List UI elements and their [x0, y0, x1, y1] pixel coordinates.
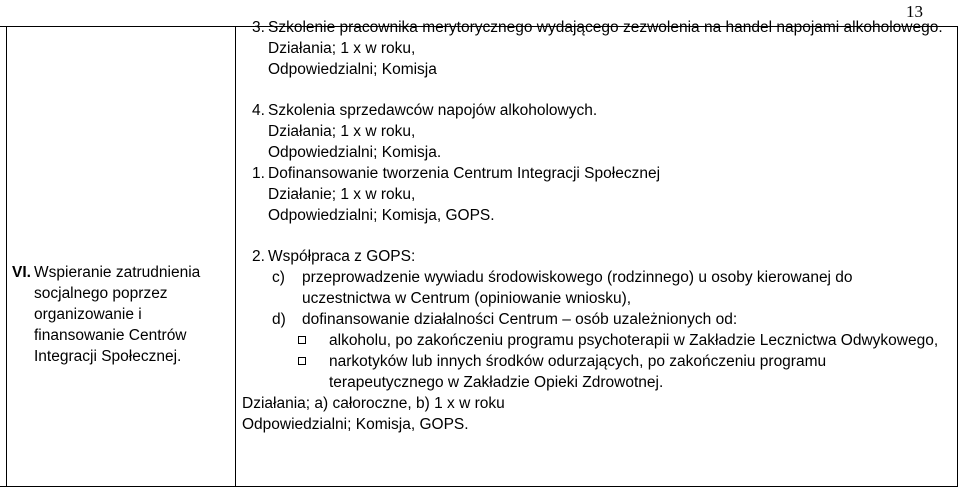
item-line: Odpowiedzialni; Komisja	[268, 61, 437, 78]
item-line: Szkolenie pracownika merytorycznego wydającego zezwolenia na handel napojami alkoholowego.	[268, 19, 943, 36]
sub-item-line: dofinansowanie działalności Centrum – osób uzależnionych od:	[302, 311, 738, 328]
checkbox-bullet-icon	[298, 357, 306, 365]
bullet-line: narkotyków lub innych środków odurzających, po zakończeniu programu	[329, 353, 827, 370]
section-number: VI.	[12, 264, 31, 281]
item-number: 2.	[252, 248, 265, 265]
item-line: Działanie; 1 x w roku,	[268, 186, 416, 203]
item-line: Szkolenia sprzedawców napojów alkoholowych.	[268, 102, 598, 119]
closing-line: Odpowiedzialni; Komisja, GOPS.	[242, 416, 469, 433]
sub-item-label: c)	[272, 269, 285, 286]
section-title-line: Wspieranie zatrudnienia	[34, 264, 201, 281]
section-title-line: socjalnego poprzez	[34, 285, 168, 302]
closing-text	[242, 393, 957, 435]
section-title	[34, 262, 230, 367]
item-line: Dofinansowanie tworzenia Centrum Integracji Społecznej	[268, 165, 661, 182]
sub-item-line: przeprowadzenie wywiadu środowiskowego (rodzinnego) u osoby kierowanej do	[302, 269, 853, 286]
list-item	[242, 17, 957, 80]
item-number: 3.	[252, 19, 265, 36]
section-title-line: Integracji Społecznej.	[34, 348, 182, 365]
table-border-right	[957, 27, 958, 486]
sub-item	[272, 309, 957, 330]
page-number: 13	[906, 2, 923, 21]
sub-item-label: d)	[272, 311, 286, 328]
closing-line: Działania; a) całoroczne, b) 1 x w roku	[242, 395, 505, 412]
checkbox-bullet-icon	[298, 336, 306, 344]
sub-item	[272, 267, 957, 309]
table-column-divider	[235, 27, 236, 486]
item-number: 4.	[252, 102, 265, 119]
list-item	[242, 163, 957, 226]
bullet-item	[298, 330, 957, 351]
section-title-line: finansowanie Centrów	[34, 327, 187, 344]
item-line: Współpraca z GOPS:	[268, 248, 416, 265]
sub-item-line: uczestnictwa w Centrum (opiniowanie wniosku),	[302, 290, 632, 307]
table-border-left	[6, 27, 7, 486]
list-item	[242, 246, 957, 267]
bullet-line: terapeutycznego w Zakładzie Opieki Zdrowotnej.	[329, 374, 664, 391]
section-content-cell	[242, 17, 957, 435]
list-item	[242, 100, 957, 163]
item-line: Działania; 1 x w roku,	[268, 40, 416, 57]
item-line: Działania; 1 x w roku,	[268, 123, 416, 140]
item-line: Odpowiedzialni; Komisja.	[268, 144, 442, 161]
item-number: 1.	[252, 165, 265, 182]
section-heading-cell	[8, 262, 230, 367]
bullet-line: alkoholu, po zakończeniu programu psychoterapii w Zakładzie Lecznictwa Odwykowego,	[329, 332, 939, 349]
section-title-line: organizowanie i	[34, 306, 142, 323]
bullet-item	[298, 351, 957, 393]
item-line: Odpowiedzialni; Komisja, GOPS.	[268, 207, 495, 224]
